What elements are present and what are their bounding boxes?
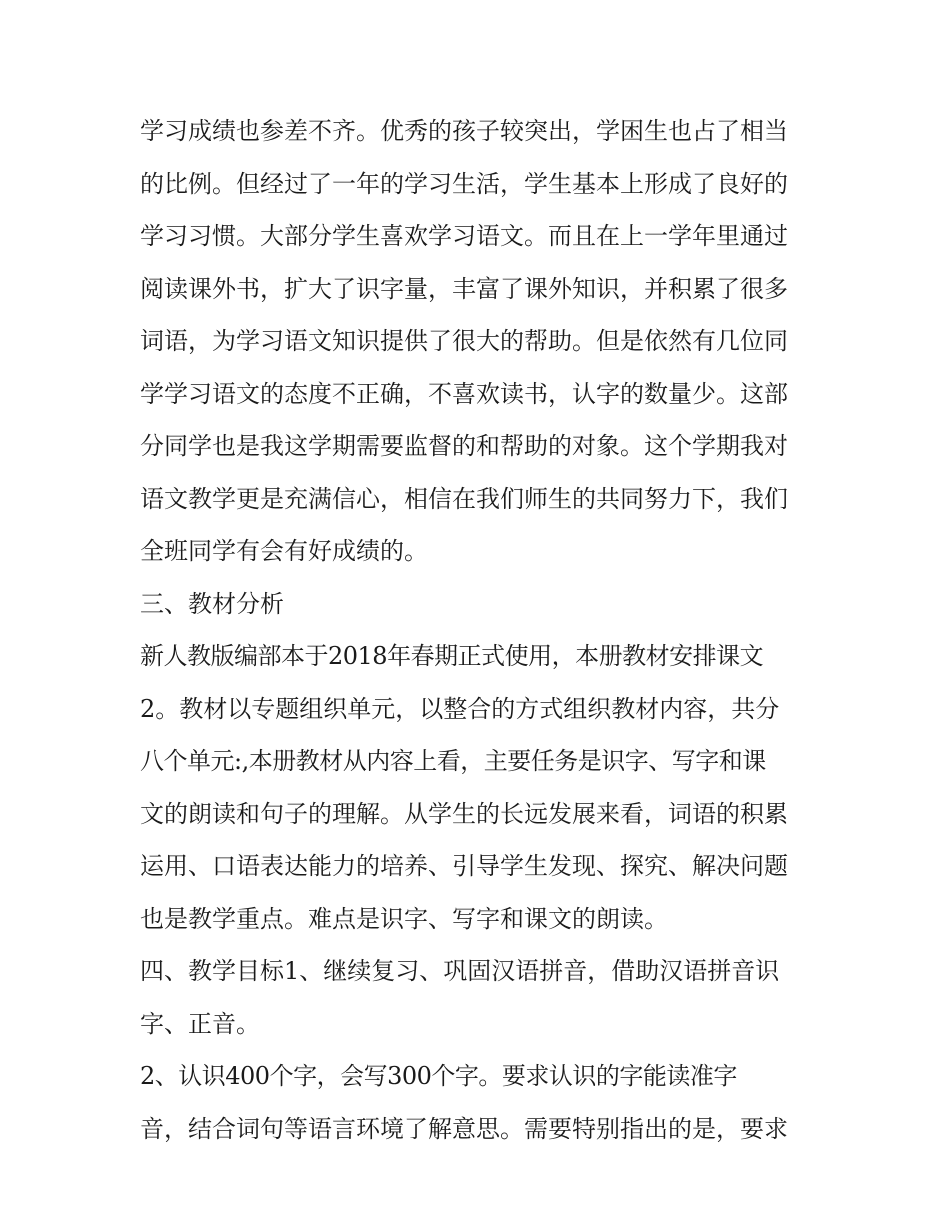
- paragraph-line: 学学习语文的态度不正确，不喜欢读书，认字的数量少。这部: [140, 379, 788, 408]
- paragraph-line: 字、正音。: [140, 1009, 260, 1038]
- paragraph-line: 文的朗读和句子的理解。从学生的长远发展来看，词语的积累: [140, 799, 788, 828]
- paragraph-line: 2、认识400个字，会写300个字。要求认识的字能读准字: [140, 1062, 737, 1090]
- paragraph-line: 学习习惯。大部分学生喜欢学习语文。而且在上一学年里通过: [140, 222, 788, 250]
- paragraph-line: 八个单元:,本册教材从内容上看，主要任务是识字、写字和课: [140, 747, 766, 775]
- body-text: [140, 105, 820, 1155]
- paragraph-line: 学习成绩也参差不齐。优秀的孩子较突出，学困生也占了相当: [140, 117, 788, 145]
- paragraph-line: 新人教版编部本于2018年春期正式使用，本册教材安排课文: [140, 642, 764, 670]
- paragraph-line: 语文教学更是充满信心，相信在我们师生的共同努力下，我们: [140, 484, 788, 513]
- paragraph-line: 的比例。但经过了一年的学习生活，学生基本上形成了良好的: [140, 169, 788, 198]
- section-heading: 四、教学目标1、继续复习、巩固汉语拼音，借助汉语拼音识: [140, 957, 780, 985]
- paragraph-line: 2。教材以专题组织单元，以整合的方式组织教材内容，共分: [140, 694, 780, 723]
- section-heading: 三、教材分析: [140, 589, 284, 618]
- paragraph-line: 全班同学有会有好成绩的。: [140, 537, 428, 565]
- paragraph-line: 分同学也是我这学期需要监督的和帮助的对象。这个学期我对: [140, 432, 788, 460]
- paragraph-line: 也是教学重点。难点是识字、写字和课文的朗读。: [140, 904, 668, 933]
- paragraph-line: 词语，为学习语文知识提供了很大的帮助。但是依然有几位同: [140, 327, 788, 355]
- paragraph-line: 阅读课外书，扩大了识字量，丰富了课外知识，并积累了很多: [140, 274, 788, 303]
- paragraph-line: 音，结合词句等语言环境了解意思。需要特别指出的是，要求: [140, 1114, 788, 1143]
- paragraph-line: 运用、口语表达能力的培养、引导学生发现、探究、解决问题: [140, 852, 788, 880]
